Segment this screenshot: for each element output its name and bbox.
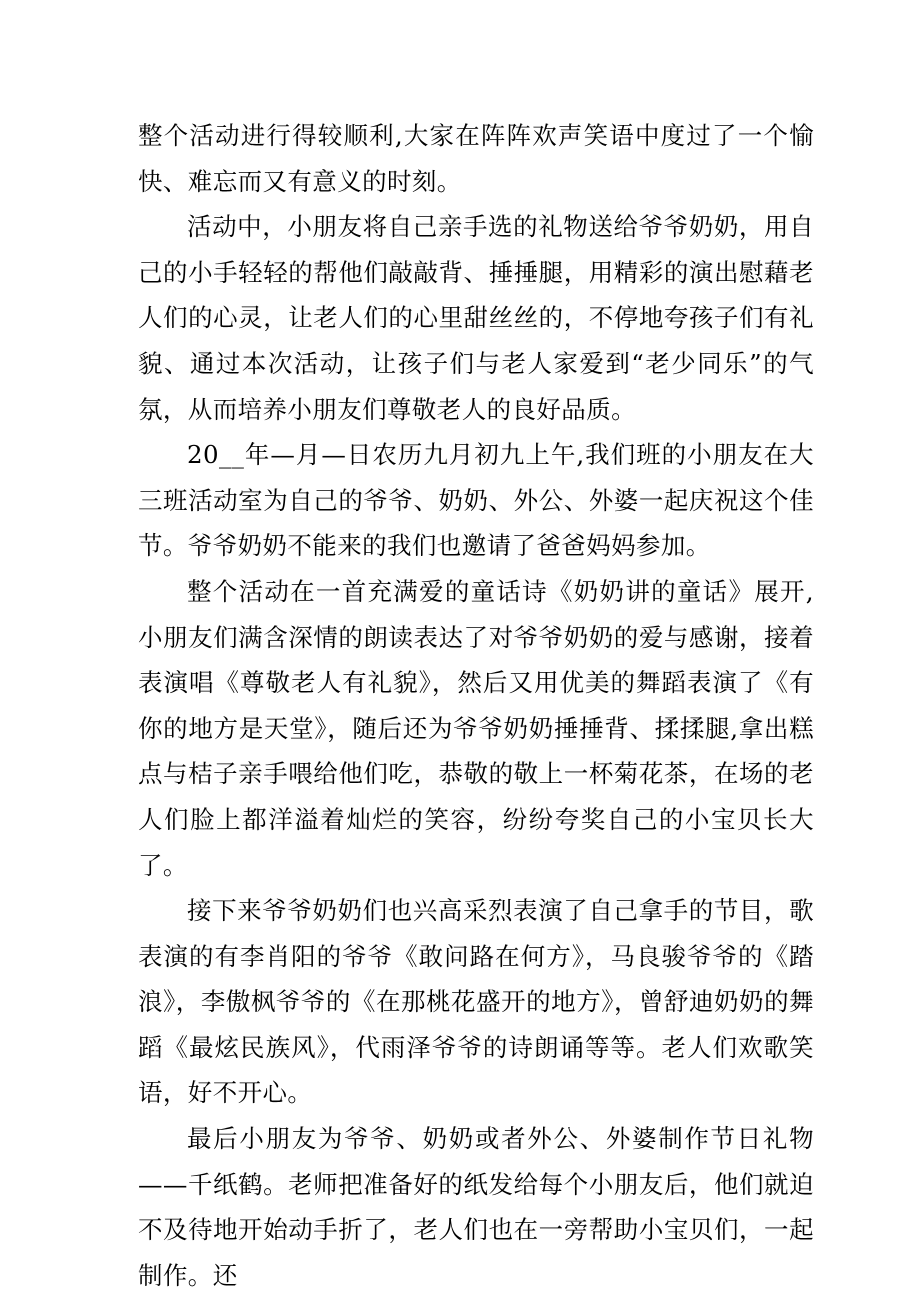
paragraph-5: 接下来爷爷奶奶们也兴高采烈表演了自己拿手的节目，歌表演的有李肖阳的爷爷《敢问路在何方》，马良骏爷爷的《踏浪》，李傲枫爷爷的《在那桃花盛开的地方》，曾舒迪奶奶的舞蹈《最炫民族风》，代雨泽爷爷的诗朗诵等等。老人们欢歌笑语，好不开心。 <box>138 896 814 1108</box>
paragraph-1: 整个活动进行得较顺利,大家在阵阵欢声笑语中度过了一个愉快、难忘而又有意义的时刻。 <box>138 121 814 196</box>
paragraph-3: 20__年—月—日农历九月初九上午,我们班的小朋友在大三班活动室为自己的爷爷、奶奶、外公、外婆一起庆祝这个佳节。爷爷奶奶不能来的我们也邀请了爸爸妈妈参加。 <box>138 440 814 561</box>
document-body <box>138 113 814 1298</box>
paragraph-4: 整个活动在一首充满爱的童话诗《奶奶讲的童话》展开,小朋友们满含深情的朗读表达了对爷爷奶奶的爱与感谢，接着表演唱《尊敬老人有礼貌》，然后又用优美的舞蹈表演了《有你的地方是天堂》，随后还为爷爷奶奶捶捶背、揉揉腿,拿出糕点与桔子亲手喂给他们吃，恭敬的敬上一杯菊花茶，在场的老人们脸上都洋溢着灿烂的笑容，纷纷夸奖自己的小宝贝长大了。 <box>138 576 814 880</box>
paragraph-2: 活动中，小朋友将自己亲手选的礼物送给爷爷奶奶，用自己的小手轻轻的帮他们敲敲背、捶捶腿，用精彩的演出慰藉老人们的心灵，让老人们的心里甜丝丝的，不停地夸孩子们有礼貌、通过本次活动，让孩子们与老人家爱到“老少同乐”的气氛，从而培养小朋友们尊敬老人的良好品质。 <box>138 212 814 424</box>
paragraph-6: 最后小朋友为爷爷、奶奶或者外公、外婆制作节日礼物——千纸鹤。老师把准备好的纸发给每个小朋友后，他们就迫不及待地开始动手折了，老人们也在一旁帮助小宝贝们，一起制作。还 <box>138 1124 814 1290</box>
